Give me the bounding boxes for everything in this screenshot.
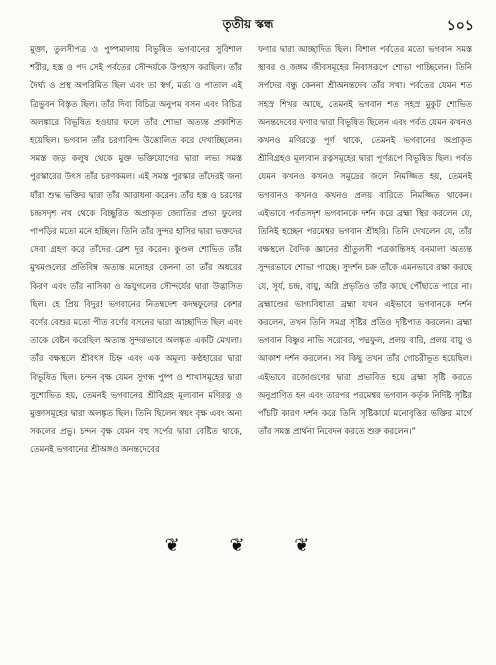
section-end-ornaments bbox=[0, 535, 496, 556]
running-head bbox=[0, 14, 496, 34]
ornament-icon: ❦ bbox=[164, 535, 202, 556]
paragraph-right: ফণার দ্বারা আচ্ছাদিত ছিল। বিশাল পর্বতের মতো ভগবান সমস্ত স্থাবর ও জঙ্গম জীবসমূহের নিবাসরূপে শোভা পাচ্ছিলেন। তিনি সর্পদের বন্ধু কেননা শ্রীঅনন্তদেব তাঁর সখা। পর্বতের যেমন শত সহস্র শিখর আছে, তেমনই ভগবান শত সহস্র মুকুট শোভিত অনন্তদেবের ফণার দ্বারা বিভূষিত ছিলেন এবং পর্বত যেমন কখনও কখনও মণিরত্নে পূর্ণ থাকে, তেমনই ভগবানের অপ্রাকৃত শ্রীবিগ্রহও মূল্যবান রত্নসমূহের দ্বারা পূর্ণরূপে বিভূষিত ছিল। পর্বত যেমন কখনও কখনও সমুদ্রের জলে নিমজ্জিত হয়, তেমনই ভগবানও কখনও কখনও প্রলয় বারিতে নিমজ্জিত থাকেন। এইভাবে পর্বতসদৃশ ভগবানকে দর্শন করে ব্রহ্মা স্থির করলেন যে, তিনিই হচ্ছেন পরমেশ্বর ভগবান শ্রীহরি। তিনি দেখলেন যে, তাঁর বক্ষস্থলে বৈদিক জ্ঞানের শ্রীতুলসী পত্রকান্তিসহ বনমালা অত্যন্ত সুন্দরভাবে শোভা পাচ্ছে। সুদর্শন চক্র তাঁকে এমনভাবে রক্ষা করছে যে, সূর্য, চন্দ্র, বায়ু, অগ্নি প্রভৃতিও তাঁর কাছে পৌঁছাতে পারে না। ব্রহ্মাণ্ডের ভাগ্যবিধাতা ব্রহ্মা যখন এইভাবে ভগবানকে দর্শন করলেন, তখন তিনি সমগ্র সৃষ্টির প্রতিও দৃষ্টিপাত করলেন। ব্রহ্মা ভগবান বিষ্ণুর নাভি সরোবর, পদ্মফুল, প্রলয় বারি, প্রলয় বায়ু ও আকাশ দর্শন করলেন। সব কিছু তখন তাঁর গোচরীভূত হয়েছিল। এইভাবে রজোগুণের দ্বারা প্রভাবিত হয়ে ব্রহ্মা সৃষ্টি করতে অনুপ্রাণিত হন এবং তারপর পরমেশ্বর ভগবান কর্তৃক নির্দিষ্ট সৃষ্টির পাঁচটি কারণ দর্শন করে তিনি সৃষ্টিকার্যে মনোবৃত্তির ভক্তির মার্গে তাঁর সমস্ত প্রার্থনা নিবেদন করতে শুরু করলেন।” bbox=[258, 44, 472, 437]
ornament-icon: ❦ bbox=[229, 535, 267, 556]
section-title: তৃতীয় স্কন্ধ bbox=[222, 17, 274, 31]
text-column-right bbox=[258, 40, 472, 440]
text-column-left bbox=[30, 40, 242, 459]
paragraph-left: মুক্তা, তুলসীপত্র ও পুষ্পমালায় বিভূষিত ভগবানের সুবিশাল শরীর, হস্ত ও পদ সেই পর্বতের সৌন্দর্যকে উপহাস করছিল। তাঁর দৈর্ঘ্য ও প্রস্থ অপরিমিত ছিল এবং তা স্বর্গ, মর্ত্য ও পাতাল এই ত্রিভুবন বিস্তৃত ছিল। তাঁর দিব্য বিচিত্র অনুপম বসন এবং বিচিত্র অলঙ্কারে বিভূষিত হওয়ার ফলে তাঁর শোভা অত্যন্ত প্রকাশিত হয়েছিল। ভগবান তাঁর চরণাবিন্দ উত্তোলিত করে দেখাচ্ছিলেন। সমস্ত জড় কলুষ থেকে মুক্ত ভক্তিযোগের দ্বারা লভ্য সমস্ত পুরস্কারের উৎস তাঁর চরণকমল। এই সমস্ত পুরস্কার তাঁদেরই জন্য যাঁরা শুদ্ধ ভক্তির দ্বারা তাঁর আরাধনা করেন। তাঁর হস্ত ও চরণের চন্দ্রসদৃশ নখ থেকে বিচ্ছুরিত অপ্রাকৃত জ্যোতির প্রভা ফুলের পাপড়ির মতো মনে হচ্ছিল। তিনি তাঁর সুন্দর হাসির দ্বারা ভক্তদের সেবা গ্রহণ করে তাঁদের ক্লেশ দূর করেন। কুণ্ডল শোভিত তাঁর মুখমণ্ডলের প্রতিবিম্ব অত্যন্ত মনোহর কেননা তা তাঁর অধরের কিরণ এবং তাঁর নাসিকা ও ভ্রূযুগলের সৌন্দর্যের দ্বারা উদ্ভাসিত ছিল। হে প্রিয় বিদুর! ভগবানের নিতম্বদেশ কদম্বফুলের কেশর বর্ণের বেশুর মতো পীত বর্ণের বসনের দ্বারা আচ্ছাদিত ছিল এবং তাকে বেষ্টন করেছিল অত্যন্ত সুন্দরভাবে অলঙ্কৃত একটি মেখলা। তাঁর বক্ষস্থলে শ্রীবৎস চিহ্ন এবং এক অমূল্য কণ্ঠহারের দ্বারা বিভূষিত ছিল। চন্দন বৃক্ষ যেমন সুগন্ধ পুষ্প ও শাখাসমূহের দ্বারা সুশোভিত হয়, তেমনই ভগবানের শ্রীবিগ্রহ মূল্যবান মণিরত্ন ও মুক্তাসমূহের দ্বারা অলঙ্কৃত ছিল। তিনি ছিলেন স্বয়ং বৃক্ষ এবং অন্য সকলের প্রভু। চন্দন বৃক্ষ যেমন বহু সর্পের দ্বারা বেষ্টিত থাকে, তেমনই ভগবানের শ্রীঅঙ্গও অনন্তদেবের bbox=[30, 44, 242, 455]
page-number: ১০১ bbox=[446, 18, 474, 34]
ornament-icon: ❦ bbox=[294, 535, 332, 556]
